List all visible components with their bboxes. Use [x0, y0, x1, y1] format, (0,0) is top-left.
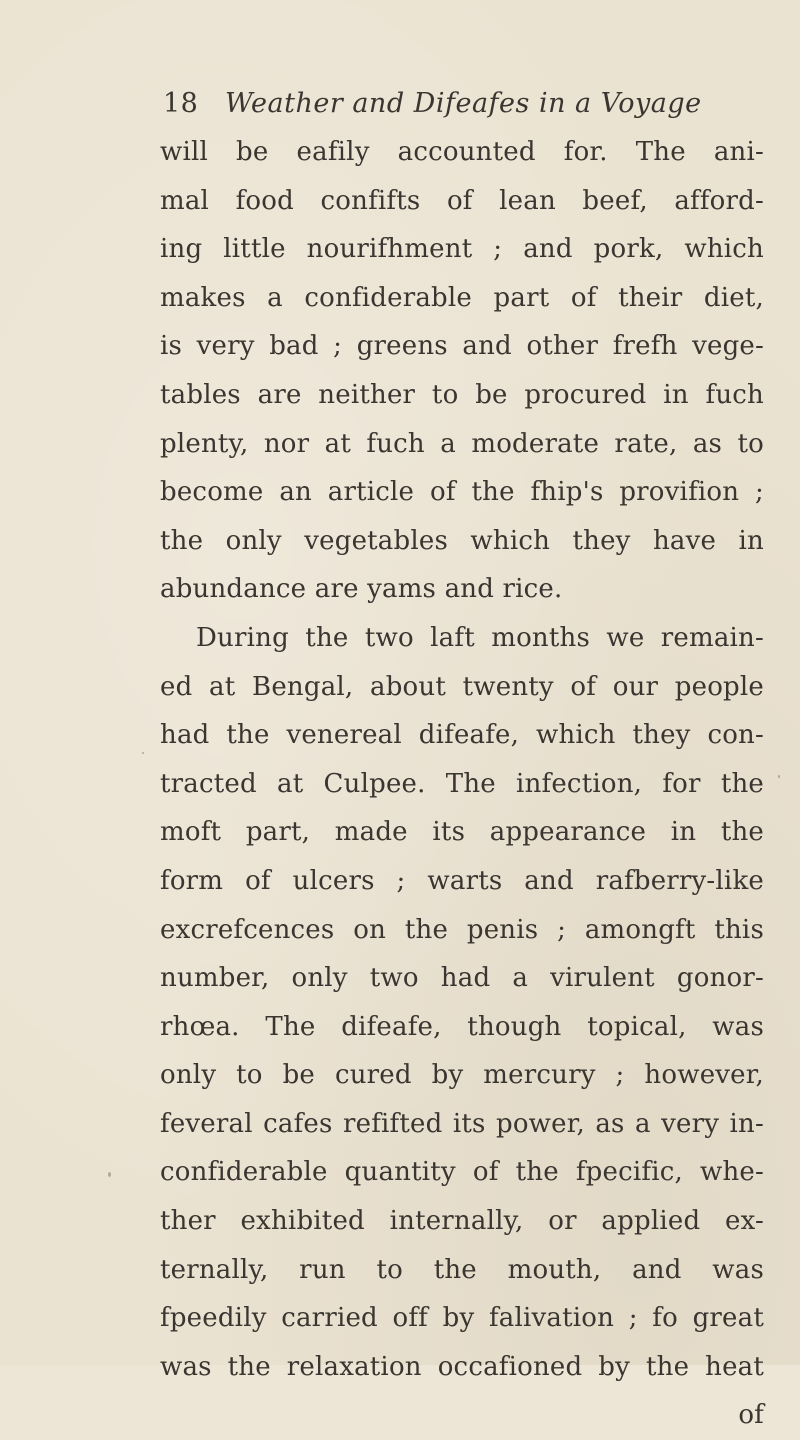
page-header — [163, 88, 723, 128]
text-line: ed at Bengal, about twenty of our people — [160, 671, 764, 702]
text-line: ther exhibited internally, or applied ex- — [160, 1206, 764, 1237]
text-line: had the venereal difeafe, which they con- — [160, 720, 764, 751]
page-number: 18 — [163, 88, 199, 119]
text-line: moft part, made its appearance in the — [160, 817, 764, 848]
catchword: of — [738, 1400, 764, 1431]
text-line: mal food confifts of lean beef, afford- — [160, 185, 764, 216]
text-line: feveral cafes refifted its power, as a very in- — [160, 1108, 764, 1139]
text-line: is very bad ; greens and other frefh vege- — [160, 331, 764, 362]
text-line: ing little nourifhment ; and pork, which — [160, 234, 764, 265]
text-line: fpeedily carried off by falivation ; fo great — [160, 1303, 764, 1334]
text-line: the only vegetables which they have in — [160, 525, 764, 556]
text-line: was the relaxation occafioned by the heat — [160, 1351, 764, 1382]
paper-speck — [108, 1172, 111, 1177]
text-line: tables are neither to be procured in fuch — [160, 379, 764, 410]
paper-speck — [778, 775, 780, 778]
text-line: form of ulcers ; warts and rafberry-like — [160, 865, 764, 896]
text-line: confiderable quantity of the fpecific, whe- — [160, 1157, 764, 1188]
body-text — [160, 128, 800, 1440]
text-line: ternally, run to the mouth, and was — [160, 1254, 764, 1285]
text-line: number, only two had a virulent gonor- — [160, 963, 764, 994]
text-line: makes a confiderable part of their diet, — [160, 282, 764, 313]
text-line: abundance are yams and rice. — [160, 574, 563, 605]
text-line: plenty, nor at fuch a moderate rate, as to — [160, 428, 764, 459]
paper-speck — [142, 752, 144, 754]
text-line: excrefcences on the penis ; amongft this — [160, 914, 764, 945]
text-line: tracted at Culpee. The infection, for the — [160, 768, 764, 799]
text-line: only to be cured by mercury ; however, — [160, 1060, 764, 1091]
text-line: become an article of the fhip's provifion ; — [160, 477, 764, 508]
text-line: will be eafily accounted for. The ani- — [160, 137, 764, 167]
text-line: During the two laft months we remain- — [196, 622, 764, 653]
running-title: Weather and Difeafes in a Voyage — [225, 88, 702, 119]
text-line: rhœa. The difeafe, though topical, was — [160, 1011, 764, 1042]
